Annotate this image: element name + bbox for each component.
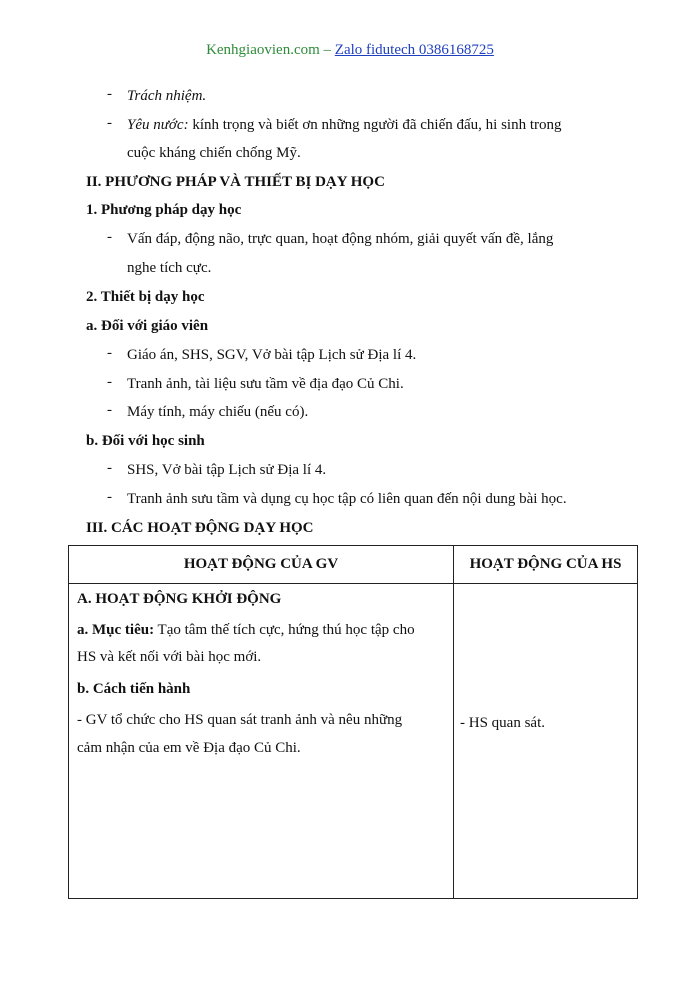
bullet-dash: - — [107, 229, 112, 245]
gv-step-line-1: - GV tổ chức cho HS quan sát tranh ảnh và nêu những — [77, 712, 403, 728]
table-header-gv: HOẠT ĐỘNG CỦA GV — [183, 556, 339, 572]
site-link[interactable]: Kenhgiaovien.com — [206, 42, 320, 58]
yeu-nuoc-label: Yêu nước: — [127, 117, 189, 133]
table-header-hs: HOẠT ĐỘNG CỦA HS — [469, 556, 622, 572]
bullet-dash: - — [107, 374, 112, 390]
value-trach-nhiem: Trách nhiệm. — [127, 88, 207, 104]
subsection-equipment-title: 2. Thiết bị dạy học — [86, 289, 205, 305]
section-2-title: II. PHƯƠNG PHÁP VÀ THIẾT BỊ DẠY HỌC — [86, 174, 385, 190]
teacher-item: Tranh ảnh, tài liệu sưu tầm về địa đạo Củ Chi. — [127, 376, 404, 392]
bullet-dash: - — [107, 115, 112, 131]
zalo-link[interactable]: Zalo fidutech 0386168725 — [334, 42, 494, 58]
activities-table — [68, 545, 638, 899]
teacher-item: Giáo án, SHS, SGV, Vở bài tập Lịch sử Địa lí 4. — [127, 347, 417, 363]
goal-line-2: HS và kết nối với bài học mới. — [77, 649, 262, 665]
teacher-item: Máy tính, máy chiếu (nếu có). — [127, 404, 309, 420]
method-line-1: Vấn đáp, động não, trực quan, hoạt động nhóm, giải quyết vấn đề, lắng — [127, 231, 554, 247]
page-header — [0, 42, 700, 59]
bullet-dash: - — [107, 402, 112, 418]
teacher-equipment-title: a. Đối với giáo viên — [86, 318, 209, 334]
bullet-dash: - — [107, 489, 112, 505]
header-separator: – — [319, 42, 335, 58]
student-item: Tranh ảnh sưu tầm và dụng cụ học tập có liên quan đến nội dung bài học. — [127, 491, 567, 507]
method-label: b. Cách tiến hành — [77, 681, 191, 697]
subsection-method-title: 1. Phương pháp dạy học — [86, 202, 242, 218]
activity-title: A. HOẠT ĐỘNG KHỞI ĐỘNG — [77, 591, 282, 607]
goal-line-1 — [77, 620, 415, 640]
goal-label: a. Mục tiêu: — [77, 622, 155, 638]
method-line-2: nghe tích cực. — [127, 260, 212, 276]
bullet-dash: - — [107, 460, 112, 476]
bullet-dash: - — [107, 86, 112, 102]
table-header-divider — [69, 583, 637, 584]
gv-step-line-2: cảm nhận của em về Địa đạo Củ Chi. — [77, 740, 301, 756]
table-column-divider — [453, 546, 454, 898]
yeu-nuoc-text-2: cuộc kháng chiến chống Mỹ. — [127, 145, 301, 161]
student-item: SHS, Vở bài tập Lịch sử Địa lí 4. — [127, 462, 327, 478]
bullet-dash: - — [107, 345, 112, 361]
student-equipment-title: b. Đối với học sinh — [86, 433, 205, 449]
section-3-title: III. CÁC HOẠT ĐỘNG DẠY HỌC — [86, 520, 314, 536]
hs-step: - HS quan sát. — [460, 715, 545, 731]
yeu-nuoc-text-1: kính trọng và biết ơn những người đã chiến đấu, hi sinh trong — [188, 117, 562, 133]
value-yeu-nuoc — [127, 115, 562, 135]
goal-text-1: Tạo tâm thế tích cực, hứng thú học tập cho — [154, 622, 415, 638]
